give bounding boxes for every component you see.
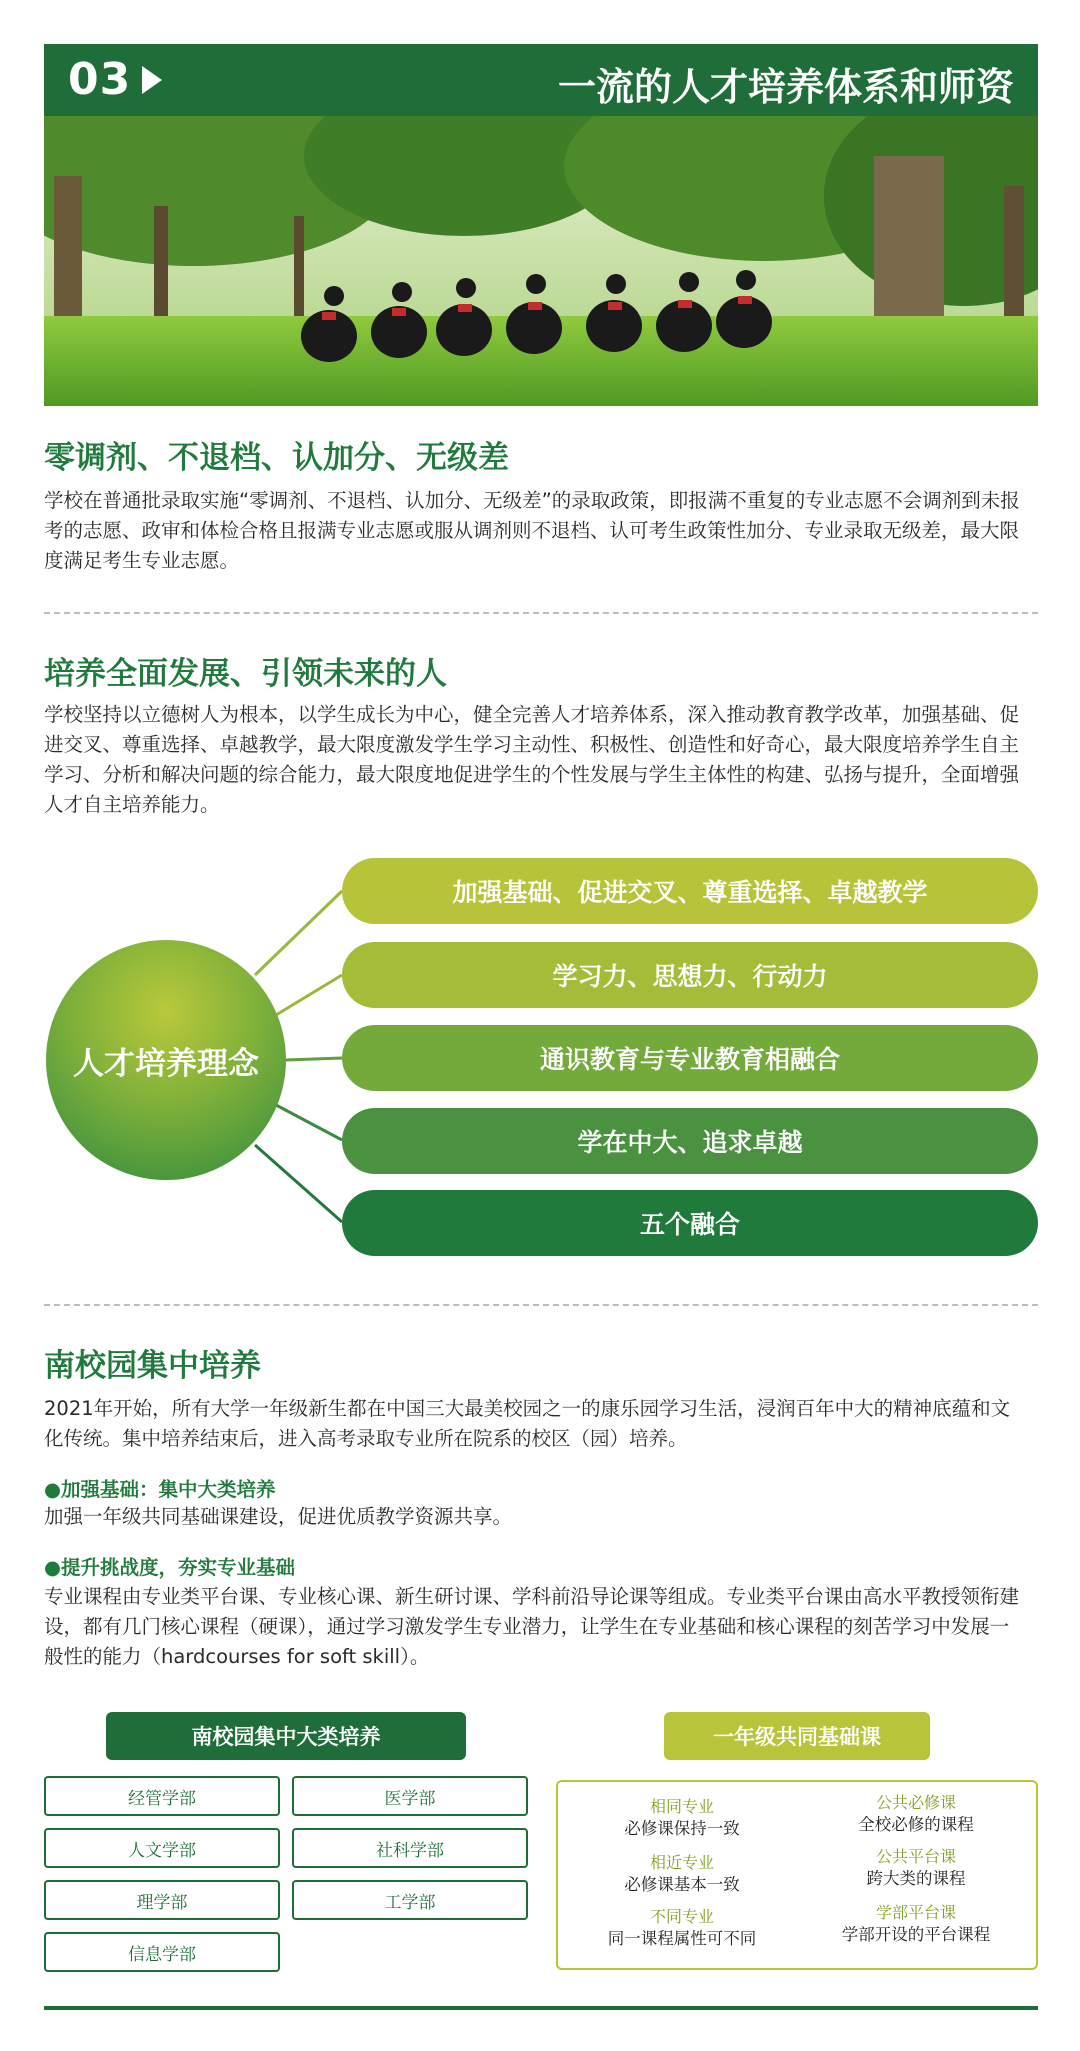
footer-rule	[44, 2006, 1038, 2010]
course-title: 相近专业	[649, 1853, 714, 1872]
concept-item: 通识教育与专业教育相融合	[342, 1025, 1038, 1091]
course-item	[806, 1792, 1026, 1836]
text-line: 学校坚持以立德树人为根本，以学生成长为中心，健全完善人才培养体系，深入推动教育教学改革，加强基础、促	[44, 703, 1020, 726]
course-desc: 必修课基本一致	[624, 1875, 740, 1894]
text-line: 进交叉、尊重选择、卓越教学，最大限度激发学生学习主动性、积极性、创造性和好奇心，最大限度培养学生自主	[44, 733, 1020, 756]
departments-title: 南校园集中大类培养	[106, 1712, 466, 1760]
south-campus-paragraph	[44, 1394, 1038, 1454]
south-campus-heading: 南校园集中培养	[44, 1348, 261, 1384]
text-line: 化传统。集中培养结束后，进入高考录取专业所在院系的校区（园）培养。	[44, 1427, 688, 1450]
department-box: 人文学部	[44, 1828, 280, 1868]
text-line: 人才自主培养能力。	[44, 793, 220, 816]
department-box: 信息学部	[44, 1932, 280, 1972]
department-box: 社科学部	[292, 1828, 528, 1868]
text-line: 般性的能力（hardcourses for soft skill）。	[44, 1645, 430, 1668]
concept-item: 加强基础、促进交叉、尊重选择、卓越教学	[342, 858, 1038, 924]
text-line: 专业课程由专业类平台课、专业核心课、新生研讨课、学科前沿导论课等组成。专业类平台课由高水平教授领衔建	[44, 1585, 1020, 1608]
text-line: 设，都有几门核心课程（硬课），通过学习激发学生专业潜力，让学生在专业基础和核心课程的刻苦学习中发展一	[44, 1615, 1010, 1638]
section-number: 03	[68, 54, 132, 105]
course-title: 学部平台课	[875, 1903, 956, 1922]
bullet-text: 加强一年级共同基础课建设，促进优质教学资源共享。	[44, 1505, 513, 1528]
dashed-divider	[44, 1304, 1038, 1306]
course-title: 不同专业	[649, 1907, 714, 1926]
bullet-heading: ●加强基础：集中大类培养	[44, 1478, 276, 1501]
bullet-heading: ●提升挑战度，夯实专业基础	[44, 1556, 296, 1579]
department-box: 工学部	[292, 1880, 528, 1920]
text-line: 2021年开始，所有大学一年级新生都在中国三大最美校园之一的康乐园学习生活，浸润百年中大的精神底蕴和文	[44, 1397, 1011, 1420]
course-item	[572, 1852, 792, 1896]
courses-title: 一年级共同基础课	[664, 1712, 930, 1760]
policy-heading: 零调剂、不退档、认加分、无级差	[44, 440, 509, 476]
concept-item: 学习力、思想力、行动力	[342, 942, 1038, 1008]
course-desc: 必修课保持一致	[624, 1819, 740, 1838]
course-item	[806, 1846, 1026, 1890]
course-item	[572, 1796, 792, 1840]
course-desc: 学部开设的平台课程	[841, 1925, 991, 1944]
text-line: 学习、分析和解决问题的综合能力，最大限度地促进学生的个性发展与学生主体性的构建、弘扬与提升，全面增强	[44, 763, 1020, 786]
text-line: 考的志愿、政审和体检合格且报满专业志愿或服从调剂则不退档、认可考生政策性加分、专业录取无级差，最大限	[44, 519, 1020, 542]
course-title: 公共必修课	[875, 1793, 956, 1812]
section-title: 一流的人才培养体系和师资	[557, 65, 1014, 109]
bullet-paragraph	[44, 1582, 1038, 1672]
development-heading: 培养全面发展、引领未来的人	[44, 656, 447, 692]
course-title: 公共平台课	[875, 1847, 956, 1866]
course-desc: 跨大类的课程	[866, 1869, 966, 1888]
concept-circle	[46, 940, 286, 1180]
course-title: 相同专业	[649, 1797, 714, 1816]
department-box: 理学部	[44, 1880, 280, 1920]
text-line: 度满足考生专业志愿。	[44, 549, 240, 572]
department-box: 医学部	[292, 1776, 528, 1816]
text-line: 学校在普通批录取实施“零调剂、不退档、认加分、无级差”的录取政策，即报满不重复的专业志愿不会调剂到未报	[44, 489, 1020, 512]
course-desc: 全校必修的课程	[858, 1815, 974, 1834]
concept-center-label: 人才培养理念	[73, 1045, 259, 1082]
department-box: 经管学部	[44, 1776, 280, 1816]
course-item	[572, 1906, 792, 1950]
concept-item: 五个融合	[342, 1190, 1038, 1256]
course-desc: 同一课程属性可不同	[607, 1929, 757, 1948]
courses-box	[556, 1780, 1038, 1970]
concept-item: 学在中大、追求卓越	[342, 1108, 1038, 1174]
course-item	[806, 1902, 1026, 1946]
